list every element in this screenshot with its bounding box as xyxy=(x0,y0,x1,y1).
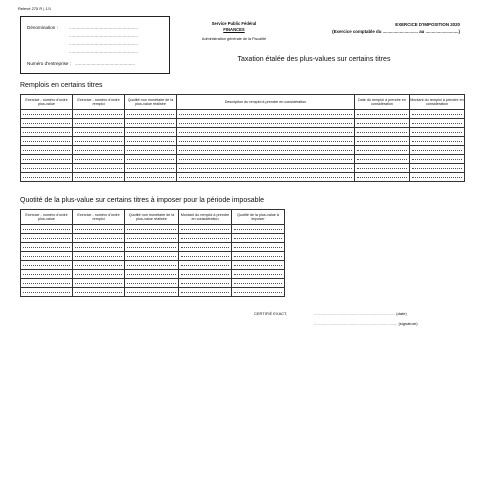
period-start-field[interactable]: ............................. xyxy=(382,29,419,34)
table-header-row xyxy=(21,210,285,225)
table-cell-input[interactable] xyxy=(125,173,177,182)
table-row xyxy=(21,155,465,164)
dotted-entry-line xyxy=(75,283,122,284)
column-header: Date du remploi à prendre en considération xyxy=(355,95,410,110)
table-cell-input[interactable] xyxy=(73,225,125,234)
section-title-quotite: Quotité de la plus-value sur certains titres à imposer pour la période imposable xyxy=(20,197,264,204)
dotted-entry-line xyxy=(23,132,70,133)
dotted-entry-line xyxy=(75,238,122,239)
column-header: Exercice - numéro d'ordre plus-value xyxy=(21,95,73,110)
table-row xyxy=(21,243,285,252)
dotted-entry-line xyxy=(23,238,70,239)
dotted-entry-line xyxy=(127,141,174,142)
dotted-entry-line xyxy=(181,283,229,284)
table-cell-input[interactable] xyxy=(232,261,285,270)
table-cell-input[interactable] xyxy=(73,164,125,173)
dotted-entry-line xyxy=(127,247,176,248)
table-cell-input[interactable] xyxy=(355,128,410,137)
period-suffix: ) xyxy=(458,29,460,34)
dotted-entry-line xyxy=(127,256,176,257)
period-end-field[interactable]: ........................... xyxy=(425,29,459,34)
dotted-entry-line xyxy=(23,256,70,257)
column-header: Exercice - numéro d'ordre remploi xyxy=(73,95,125,110)
dotted-entry-line xyxy=(23,177,70,178)
table-cell-input[interactable] xyxy=(410,155,465,164)
dotted-entry-line xyxy=(127,150,174,151)
table-cell-input[interactable] xyxy=(21,243,73,252)
date-label: (date) xyxy=(395,311,407,316)
dotted-entry-line xyxy=(357,141,407,142)
table-cell-input[interactable] xyxy=(355,146,410,155)
dotted-entry-line xyxy=(179,159,352,160)
dotted-entry-line xyxy=(23,159,70,160)
table-cell-input[interactable] xyxy=(21,225,73,234)
signature-label: (signature) xyxy=(397,321,418,326)
table-row xyxy=(21,137,465,146)
dotted-entry-line xyxy=(181,256,229,257)
table-cell-input[interactable] xyxy=(410,173,465,182)
table-cell-input[interactable] xyxy=(179,234,232,243)
document-title: Taxation étalée des plus-values sur certains titres xyxy=(237,56,391,63)
quotite-table xyxy=(20,209,285,297)
dotted-entry-line xyxy=(412,159,462,160)
table-cell-input[interactable] xyxy=(73,146,125,155)
dotted-entry-line xyxy=(127,168,174,169)
dotted-entry-line xyxy=(357,150,407,151)
table-cell-input[interactable] xyxy=(177,173,355,182)
dotted-entry-line xyxy=(23,283,70,284)
dotted-entry-line xyxy=(127,292,176,293)
table-row xyxy=(21,234,285,243)
dotted-entry-line xyxy=(357,132,407,133)
table-row xyxy=(21,279,285,288)
signature-line xyxy=(314,321,454,326)
table-cell-input[interactable] xyxy=(355,173,410,182)
table-row xyxy=(21,119,465,128)
dotted-entry-line xyxy=(179,177,352,178)
dotted-entry-line xyxy=(23,247,70,248)
table-cell-input[interactable] xyxy=(125,261,179,270)
table-cell-input[interactable] xyxy=(125,234,179,243)
table-cell-input[interactable] xyxy=(73,279,125,288)
table-row xyxy=(21,270,285,279)
dotted-entry-line xyxy=(127,159,174,160)
table-cell-input[interactable] xyxy=(177,137,355,146)
table-cell-input[interactable] xyxy=(21,173,73,182)
dotted-entry-line xyxy=(234,292,282,293)
table-cell-input[interactable] xyxy=(73,137,125,146)
dotted-entry-line xyxy=(127,274,176,275)
table-cell-input[interactable] xyxy=(125,137,177,146)
dotted-entry-line xyxy=(412,123,462,124)
dotted-entry-line xyxy=(23,141,70,142)
table-row xyxy=(21,110,465,119)
table-cell-input[interactable] xyxy=(232,288,285,297)
table-cell-input[interactable] xyxy=(232,225,285,234)
dotted-entry-line xyxy=(357,159,407,160)
company-number-label: Numéro d'entreprise : xyxy=(27,61,72,66)
denomination-line[interactable]: ...................................................... xyxy=(69,41,138,46)
table-cell-input[interactable] xyxy=(125,243,179,252)
dotted-entry-line xyxy=(23,265,70,266)
table-cell-input[interactable] xyxy=(125,119,177,128)
table-cell-input[interactable] xyxy=(125,146,177,155)
dotted-entry-line xyxy=(23,292,70,293)
table-cell-input[interactable] xyxy=(355,155,410,164)
dotted-entry-line xyxy=(357,114,407,115)
table-cell-input[interactable] xyxy=(73,234,125,243)
dotted-entry-line xyxy=(75,274,122,275)
table-cell-input[interactable] xyxy=(179,252,232,261)
dotted-entry-line xyxy=(75,177,122,178)
table-cell-input[interactable] xyxy=(21,137,73,146)
table-cell-input[interactable] xyxy=(21,128,73,137)
dotted-entry-line xyxy=(179,150,352,151)
table-cell-input[interactable] xyxy=(73,173,125,182)
denomination-line[interactable]: ...................................................... xyxy=(69,25,138,30)
table-cell-input[interactable] xyxy=(179,243,232,252)
table-cell-input[interactable] xyxy=(125,164,177,173)
table-cell-input[interactable] xyxy=(177,164,355,173)
dotted-entry-line xyxy=(75,265,122,266)
denomination-label: Dénomination : xyxy=(27,25,58,30)
table-cell-input[interactable] xyxy=(73,128,125,137)
dotted-entry-line xyxy=(234,274,282,275)
dotted-entry-line xyxy=(179,123,352,124)
dotted-entry-line xyxy=(23,123,70,124)
table-cell-input[interactable] xyxy=(125,279,179,288)
table-cell-input[interactable] xyxy=(21,110,73,119)
dotted-entry-line xyxy=(75,292,122,293)
dotted-entry-line xyxy=(75,229,122,230)
dotted-entry-line xyxy=(234,256,282,257)
table-cell-input[interactable] xyxy=(232,243,285,252)
dotted-entry-line xyxy=(179,141,352,142)
accounting-period xyxy=(300,28,460,35)
table-cell-input[interactable] xyxy=(355,119,410,128)
table-cell-input[interactable] xyxy=(73,110,125,119)
column-header: Description du remploi à prendre en considération xyxy=(177,95,355,110)
table-row xyxy=(21,173,465,182)
dotted-entry-line xyxy=(234,265,282,266)
service-name: Service Public Fédéral xyxy=(211,21,257,26)
table-row xyxy=(21,252,285,261)
table-cell-input[interactable] xyxy=(21,234,73,243)
table-cell-input[interactable] xyxy=(125,270,179,279)
dotted-entry-line xyxy=(127,283,176,284)
table-cell-input[interactable] xyxy=(21,261,73,270)
dotted-entry-line xyxy=(127,132,174,133)
denomination-line[interactable]: ...................................................... xyxy=(69,33,138,38)
table-cell-input[interactable] xyxy=(125,252,179,261)
table-cell-input[interactable] xyxy=(179,270,232,279)
dotted-entry-line xyxy=(127,238,176,239)
table-cell-input[interactable] xyxy=(21,164,73,173)
dotted-entry-line xyxy=(127,123,174,124)
table-row xyxy=(21,225,285,234)
form-reference: Relevé 275 R | 1/1 xyxy=(18,6,52,11)
administration-name: Administration générale de la Fiscalité xyxy=(201,37,267,41)
dotted-entry-line xyxy=(412,168,462,169)
company-number-field[interactable]: ............................................... xyxy=(75,61,135,66)
table-cell-input[interactable] xyxy=(177,119,355,128)
dotted-entry-line xyxy=(75,114,122,115)
section-title-remplois: Remplois en certains titres xyxy=(20,82,103,89)
table-cell-input[interactable] xyxy=(410,146,465,155)
table-cell-input[interactable] xyxy=(179,225,232,234)
table-cell-input[interactable] xyxy=(232,270,285,279)
table-cell-input[interactable] xyxy=(179,279,232,288)
table-header-row xyxy=(21,95,465,110)
dotted-entry-line xyxy=(357,168,407,169)
dotted-entry-line xyxy=(412,114,462,115)
dotted-entry-line xyxy=(181,229,229,230)
department-name: FINANCES xyxy=(223,26,245,32)
column-header: Quotité de la plus-value à imposer xyxy=(232,210,285,225)
date-line xyxy=(314,311,454,316)
table-cell-input[interactable] xyxy=(21,270,73,279)
table-row xyxy=(21,164,465,173)
table-cell-input[interactable] xyxy=(177,128,355,137)
column-header: Montant du remploi à prendre en considération xyxy=(179,210,232,225)
table-cell-input[interactable] xyxy=(21,288,73,297)
column-header: Exercice - numéro d'ordre remploi xyxy=(73,210,125,225)
table-cell-input[interactable] xyxy=(410,164,465,173)
table-cell-input[interactable] xyxy=(125,225,179,234)
table-row xyxy=(21,261,285,270)
table-cell-input[interactable] xyxy=(21,155,73,164)
table-row xyxy=(21,288,285,297)
dotted-entry-line xyxy=(412,141,462,142)
table-cell-input[interactable] xyxy=(410,137,465,146)
table-cell-input[interactable] xyxy=(125,128,177,137)
table-cell-input[interactable] xyxy=(232,234,285,243)
table-cell-input[interactable] xyxy=(21,119,73,128)
dotted-entry-line xyxy=(75,123,122,124)
period-prefix: (Exercice comptable du xyxy=(332,29,383,34)
table-cell-input[interactable] xyxy=(21,146,73,155)
remplois-table xyxy=(20,94,465,182)
dotted-entry-line xyxy=(181,247,229,248)
table-cell-input[interactable] xyxy=(73,288,125,297)
dotted-entry-line xyxy=(75,150,122,151)
dotted-entry-line xyxy=(23,274,70,275)
table-cell-input[interactable] xyxy=(21,252,73,261)
dotted-entry-line xyxy=(181,265,229,266)
table-cell-input[interactable] xyxy=(125,155,177,164)
table-cell-input[interactable] xyxy=(232,252,285,261)
exercise-title: EXERCICE D'IMPOSITION 2020 xyxy=(395,22,460,27)
period-mid: au xyxy=(418,29,426,34)
table-cell-input[interactable] xyxy=(73,155,125,164)
dotted-entry-line xyxy=(357,177,407,178)
column-header: Montant du remploi à prendre en considération xyxy=(410,95,465,110)
dotted-entry-line xyxy=(127,265,176,266)
dotted-entry-line xyxy=(23,229,70,230)
table-cell-input[interactable] xyxy=(177,110,355,119)
dotted-entry-line xyxy=(179,168,352,169)
dotted-entry-line xyxy=(127,114,174,115)
dotted-entry-line xyxy=(23,150,70,151)
table-cell-input[interactable] xyxy=(410,110,465,119)
dotted-entry-line xyxy=(75,132,122,133)
table-cell-input[interactable] xyxy=(410,119,465,128)
exercise-header xyxy=(300,21,460,35)
denomination-line[interactable]: ...................................................... xyxy=(69,49,138,54)
table-cell-input[interactable] xyxy=(177,155,355,164)
table-row xyxy=(21,128,465,137)
dotted-entry-line xyxy=(75,256,122,257)
dotted-entry-line xyxy=(127,229,176,230)
table-cell-input[interactable] xyxy=(232,279,285,288)
table-cell-input[interactable] xyxy=(73,252,125,261)
table-cell-input[interactable] xyxy=(73,119,125,128)
table-cell-input[interactable] xyxy=(355,110,410,119)
dotted-entry-line xyxy=(357,123,407,124)
dotted-entry-line xyxy=(412,177,462,178)
table-cell-input[interactable] xyxy=(355,137,410,146)
signature-field[interactable]: ........................................................................... xyxy=(314,321,398,326)
table-cell-input[interactable] xyxy=(355,164,410,173)
authority-header xyxy=(188,21,280,32)
dotted-entry-line xyxy=(181,238,229,239)
company-identity-box xyxy=(20,16,170,74)
column-header: Quotité non monétaire de la plus-value réalisée xyxy=(125,210,179,225)
table-cell-input[interactable] xyxy=(73,270,125,279)
table-cell-input[interactable] xyxy=(73,261,125,270)
dotted-entry-line xyxy=(75,247,122,248)
dotted-entry-line xyxy=(75,159,122,160)
table-cell-input[interactable] xyxy=(177,146,355,155)
dotted-entry-line xyxy=(234,247,282,248)
dotted-entry-line xyxy=(412,132,462,133)
dotted-entry-line xyxy=(234,283,282,284)
dotted-entry-line xyxy=(181,274,229,275)
table-cell-input[interactable] xyxy=(410,128,465,137)
dotted-entry-line xyxy=(23,114,70,115)
dotted-entry-line xyxy=(179,114,352,115)
table-cell-input[interactable] xyxy=(125,288,179,297)
table-cell-input[interactable] xyxy=(125,110,177,119)
dotted-entry-line xyxy=(181,292,229,293)
table-cell-input[interactable] xyxy=(73,243,125,252)
column-header: Quotité non monétaire de la plus-value réalisée xyxy=(125,95,177,110)
table-row xyxy=(21,146,465,155)
dotted-entry-line xyxy=(127,177,174,178)
certification-label: CERTIFIÉ EXACT, xyxy=(254,311,288,316)
date-field[interactable]: ......................................................................... xyxy=(314,311,396,316)
table-cell-input[interactable] xyxy=(21,279,73,288)
dotted-entry-line xyxy=(234,238,282,239)
dotted-entry-line xyxy=(179,132,352,133)
dotted-entry-line xyxy=(75,168,122,169)
table-cell-input[interactable] xyxy=(179,261,232,270)
table-cell-input[interactable] xyxy=(179,288,232,297)
dotted-entry-line xyxy=(75,141,122,142)
dotted-entry-line xyxy=(23,168,70,169)
column-header: Exercice - numéro d'ordre plus-value xyxy=(21,210,73,225)
dotted-entry-line xyxy=(412,150,462,151)
dotted-entry-line xyxy=(234,229,282,230)
